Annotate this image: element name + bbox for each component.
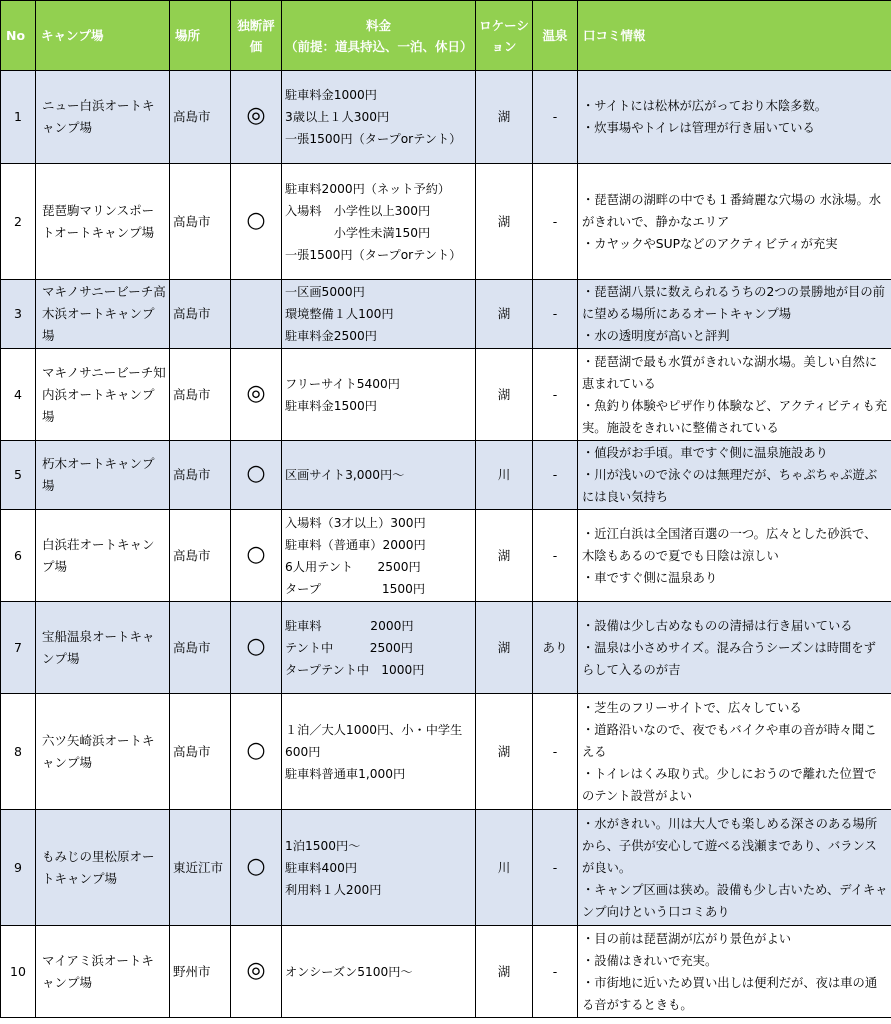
header-name: キャンプ場 xyxy=(36,1,170,71)
header-reviews: 口コミ情報 xyxy=(578,1,891,71)
campsite-name: マキノサニービーチ高木浜オートキャンプ場 xyxy=(36,280,170,349)
table-row xyxy=(1,441,891,510)
circle-icon: ○ xyxy=(246,737,266,763)
header-rating: 独断評価 xyxy=(231,1,282,71)
campsite-place: 高島市 xyxy=(170,510,231,602)
campsite-place: 高島市 xyxy=(170,441,231,510)
row-no: 8 xyxy=(1,694,36,810)
circle-icon: ○ xyxy=(246,541,266,567)
campsite-reviews: ・芝生のフリーサイトで、広々している ・道路沿いなので、夜でもバイクや車の音が時々聞こえる ・トイレはくみ取り式。少しにおうので離れた位置でのテント設営がよい xyxy=(578,694,891,810)
campsite-name: マイアミ浜オートキャンプ場 xyxy=(36,926,170,1018)
double-circle-icon: ◎ xyxy=(246,957,266,983)
table-row xyxy=(1,164,891,280)
campsite-place: 高島市 xyxy=(170,280,231,349)
campsite-reviews: ・琵琶湖の湖畔の中でも１番綺麗な穴場の 水泳場。水がきれいで、静かなエリア ・カヤックやSUPなどのアクティビティが充実 xyxy=(578,164,891,280)
campsite-location: 湖 xyxy=(476,280,533,349)
campsite-fee: 入場料（3才以上）300円 駐車料（普通車）2000円 6人用テント 2500円 タープ 1500円 xyxy=(282,510,476,602)
campsite-place: 高島市 xyxy=(170,349,231,441)
circle-icon: ○ xyxy=(246,853,266,879)
rating-cell xyxy=(231,926,282,1018)
header-place: 場所 xyxy=(170,1,231,71)
row-no: 10 xyxy=(1,926,36,1018)
table-row xyxy=(1,71,891,164)
campsite-name: 朽木オートキャンプ場 xyxy=(36,441,170,510)
campsite-reviews: ・設備は少し古めなものの清掃は行き届いている ・温泉は小さめサイズ。混み合うシーズンは時間をずらして入るのが吉 xyxy=(578,602,891,694)
campsite-name: 白浜荘オートキャンプ場 xyxy=(36,510,170,602)
circle-icon: ○ xyxy=(246,461,266,486)
campsite-fee: 一区画5000円 環境整備１人100円 駐車料金2500円 xyxy=(282,280,476,349)
campsite-reviews: ・サイトには松林が広がっており木陰多数。 ・炊事場やトイレは管理が行き届いている xyxy=(578,71,891,164)
rating-cell xyxy=(231,602,282,694)
table-row xyxy=(1,810,891,926)
campsite-onsen: - xyxy=(533,810,578,926)
campsite-onsen: - xyxy=(533,71,578,164)
row-no: 5 xyxy=(1,441,36,510)
header-row xyxy=(1,1,891,71)
double-circle-icon: ◎ xyxy=(246,103,266,128)
row-no: 9 xyxy=(1,810,36,926)
campsite-onsen: - xyxy=(533,926,578,1018)
campsite-name: 宝船温泉オートキャンプ場 xyxy=(36,602,170,694)
campsite-onsen: - xyxy=(533,441,578,510)
campsite-location: 湖 xyxy=(476,71,533,164)
campsite-name: 琵琶駒マリンスポートオートキャンプ場 xyxy=(36,164,170,280)
header-onsen: 温泉 xyxy=(533,1,578,71)
campsite-location: 川 xyxy=(476,810,533,926)
campsite-fee: 1泊1500円～ 駐車料400円 利用料１人200円 xyxy=(282,810,476,926)
campsite-fee: フリーサイト5400円 駐車料金1500円 xyxy=(282,349,476,441)
row-no: 4 xyxy=(1,349,36,441)
campsite-fee: 駐車料金1000円 3歳以上１人300円 一張1500円（タープorテント） xyxy=(282,71,476,164)
campsite-location: 湖 xyxy=(476,164,533,280)
rating-cell xyxy=(231,71,282,164)
rating-cell xyxy=(231,510,282,602)
campsite-location: 川 xyxy=(476,441,533,510)
campsite-onsen: - xyxy=(533,280,578,349)
campsite-place: 野州市 xyxy=(170,926,231,1018)
row-no: 2 xyxy=(1,164,36,280)
campsite-name: マキノサニービーチ知内浜オートキャンプ場 xyxy=(36,349,170,441)
table-row xyxy=(1,926,891,1018)
table-row xyxy=(1,280,891,349)
campsite-name: もみじの里松原オートキャンプ場 xyxy=(36,810,170,926)
campsite-reviews: ・琵琶湖八景に数えられるうちの2つの景勝地が目の前に望める場所にあるオートキャンプ場 ・水の透明度が高いと評判 xyxy=(578,280,891,349)
campsite-location: 湖 xyxy=(476,694,533,810)
campsite-place: 高島市 xyxy=(170,694,231,810)
rating-cell xyxy=(231,349,282,441)
campsite-reviews: ・近江白浜は全国渚百選の一つ。広々とした砂浜で、木陰もあるので夏でも日陰は涼しい ・車ですぐ側に温泉あり xyxy=(578,510,891,602)
rating-cell xyxy=(231,441,282,510)
rating-cell xyxy=(231,164,282,280)
circle-icon: ○ xyxy=(246,633,266,659)
rating-cell xyxy=(231,694,282,810)
row-no: 6 xyxy=(1,510,36,602)
campsite-location: 湖 xyxy=(476,602,533,694)
campsite-fee: 区画サイト3,000円～ xyxy=(282,441,476,510)
campsite-reviews: ・琵琶湖で最も水質がきれいな湖水場。美しい自然に恵まれている ・魚釣り体験やピザ作り体験など、アクティビティも充実。施設をきれいに整備されている xyxy=(578,349,891,441)
table-row xyxy=(1,510,891,602)
campsite-onsen: - xyxy=(533,510,578,602)
campsite-place: 高島市 xyxy=(170,164,231,280)
header-location: ロケーション xyxy=(476,1,533,71)
campsite-reviews: ・水がきれい。川は大人でも楽しめる深さのある場所から、子供が安心して遊べる浅瀬まであり、バランスが良い。 ・キャンプ区画は狭め。設備も少し古いため、デイキャンプ向けという口コミあり xyxy=(578,810,891,926)
campsite-location: 湖 xyxy=(476,926,533,1018)
campsite-fee: オンシーズン5100円～ xyxy=(282,926,476,1018)
header-no: No xyxy=(1,1,36,71)
campsite-onsen: - xyxy=(533,694,578,810)
double-circle-icon: ◎ xyxy=(246,380,266,406)
circle-icon: ○ xyxy=(246,207,266,233)
campsite-reviews: ・目の前は琵琶湖が広がり景色がよい ・設備はきれいで充実。 ・市街地に近いため買い出しは便利だが、夜は車の通る音がするときも。 xyxy=(578,926,891,1018)
campsite-onsen: - xyxy=(533,164,578,280)
campsite-reviews: ・値段がお手頃。車ですぐ側に温泉施設あり ・川が浅いので泳ぐのは無理だが、ちゃぷちゃぷ遊ぶには良い気持ち xyxy=(578,441,891,510)
campsite-name: 六ツ矢崎浜オートキャンプ場 xyxy=(36,694,170,810)
campsite-place: 高島市 xyxy=(170,602,231,694)
rating-cell xyxy=(231,280,282,349)
campsite-location: 湖 xyxy=(476,349,533,441)
row-no: 1 xyxy=(1,71,36,164)
campsite-fee: 駐車料2000円（ネット予約） 入場料 小学性以上300円 小学性未満150円 一張1500円（タープorテント） xyxy=(282,164,476,280)
table-row xyxy=(1,602,891,694)
campsite-fee: 駐車料 2000円 テント中 2500円 タープテント中 1000円 xyxy=(282,602,476,694)
row-no: 3 xyxy=(1,280,36,349)
rating-cell xyxy=(231,810,282,926)
campsite-location: 湖 xyxy=(476,510,533,602)
campsite-onsen: あり xyxy=(533,602,578,694)
table-body xyxy=(1,71,891,1018)
header-fee: 料金 （前提：道具持込、一泊、休日） xyxy=(282,1,476,71)
table-row xyxy=(1,349,891,441)
row-no: 7 xyxy=(1,602,36,694)
campsite-name: ニュー白浜オートキャンプ場 xyxy=(36,71,170,164)
campsite-place: 東近江市 xyxy=(170,810,231,926)
campsite-onsen: - xyxy=(533,349,578,441)
campsite-place: 高島市 xyxy=(170,71,231,164)
campsite-fee: １泊／大人1000円、小・中学生600円 駐車料普通車1,000円 xyxy=(282,694,476,810)
table-row xyxy=(1,694,891,810)
